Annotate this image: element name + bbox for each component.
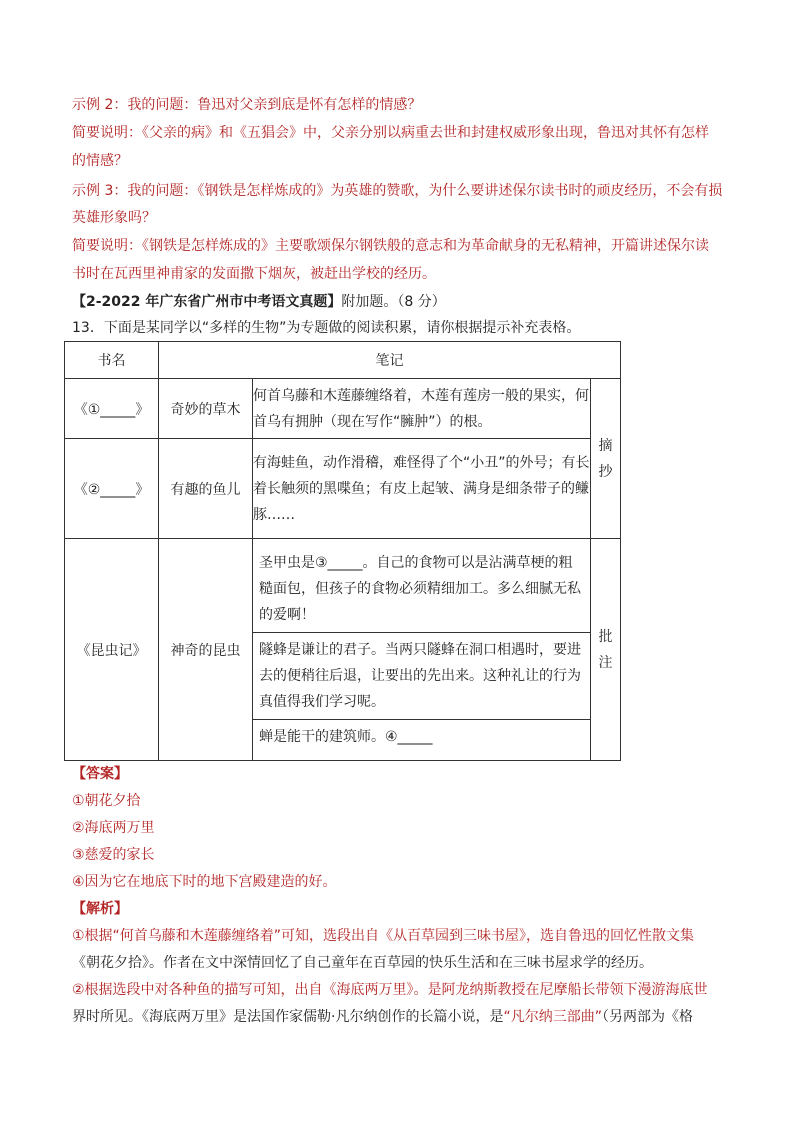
annotation-notes [253,539,591,761]
analysis-p2-line2 [72,1007,724,1027]
table-row [65,379,621,439]
example3-question-line2: 英雄形象吗？ [72,210,156,226]
answer-item: ④因为它在地底下时的地下宫殿建造的好。 [72,874,337,890]
annotation-note: 蝉是能干的建筑师。④_____ [259,728,433,745]
category: 神奇的昆虫 [159,539,253,761]
table-row [65,439,621,539]
side-label-annotation: 批 注 [591,539,621,761]
example2-note-line1: 简要说明：《父亲的病》和《五猖会》中，父亲分别以病重去世和封建权威形象出现，鲁迅对其怀有怎样 [72,125,709,141]
analysis-heading: 【解析】 [72,901,128,917]
analysis-p2-tail: （另两部为《格 [601,1009,693,1025]
answer-item: ①朝花夕拾 [72,793,141,809]
table-header-row [65,342,621,379]
reading-notes-table [64,341,621,761]
header-book: 书名 [65,342,159,379]
note: 何首乌藤和木莲藤缠络着，木莲有莲房一般的果实，何首乌有拥肿（现在写作“臃肿”）的根。 [253,379,591,439]
book-title: 《昆虫记》 [65,539,159,761]
analysis-p1-line1: ①根据“何首乌藤和木莲藤缠络着”可知，选段出自《从百草园到三味书屋》，选自鲁迅的回忆性散文集 [72,928,695,944]
book-title: 《②_____》 [65,439,159,539]
question-prompt: 13．下面是某同学以“多样的生物”为专题做的阅读积累，请你根据提示补充表格。 [72,320,581,336]
annotation-note: 隧蜂是谦让的君子。当两只隧蜂在洞口相遇时，要进去的便稍往后退，让要出的先出来。这种礼让的行为真值得我们学习呢。 [253,633,590,720]
side-label-excerpt: 摘 抄 [591,379,621,539]
category: 奇妙的草木 [159,379,253,439]
book-title: 《①_____》 [65,379,159,439]
table-row [65,539,621,761]
source-suffix: 附加题。（8 分） [341,294,446,310]
analysis-p2-quote: “凡尔纳三部曲” [503,1009,602,1025]
source-bracket: 【2-2022 年广东省广州市中考语文真题】 [72,294,342,310]
header-notes: 笔记 [159,342,621,379]
answer-item: ③慈爱的家长 [72,847,155,863]
category: 有趣的鱼儿 [159,439,253,539]
analysis-p2-line1: ②根据选段中对各种鱼的描写可知，出自《海底两万里》。是阿龙纳斯教授在尼摩船长带领下漫游海底世 [72,982,708,998]
example3-question-line1: 示例 3：我的问题：《钢铁是怎样炼成的》为英雄的赞歌，为什么要讲述保尔读书时的顽皮经历，不会有损 [72,183,723,199]
note: 有海蛙鱼，动作滑稽，难怪得了个“小丑”的外号；有长着长触须的黑喋鱼；有皮上起皱、满身是细条带子的鳒豚…… [253,439,591,539]
example2-note-line2: 的情感？ [72,153,128,169]
analysis-p2-text: 界时所见。《海底两万里》是法国作家儒勒·凡尔纳创作的长篇小说，是 [72,1009,504,1025]
answer-heading: 【答案】 [72,766,128,782]
example2-question: 示例 2：我的问题：鲁迅对父亲到底是怀有怎样的情感？ [72,97,422,113]
answer-item: ②海底两万里 [72,820,155,836]
question-source [72,292,724,312]
analysis-p1-line2: 《朝花夕拾》。作者在文中深情回忆了自己童年在百草园的快乐生活和在三味书屋求学的经历。 [72,955,653,971]
annotation-note: 圣甲虫是③_____。自己的食物可以是沾满草梗的粗糙面包，但孩子的食物必须精细加工。多么细腻无私的爱啊！ [253,546,590,633]
example3-note-line1: 简要说明：《钢铁是怎样炼成的》主要歌颂保尔钢铁般的意志和为革命献身的无私精神，开篇讲述保尔读 [72,238,709,254]
example3-note-line2: 书时在瓦西里神甫家的发面撒下烟灰，被赶出学校的经历。 [72,266,436,282]
